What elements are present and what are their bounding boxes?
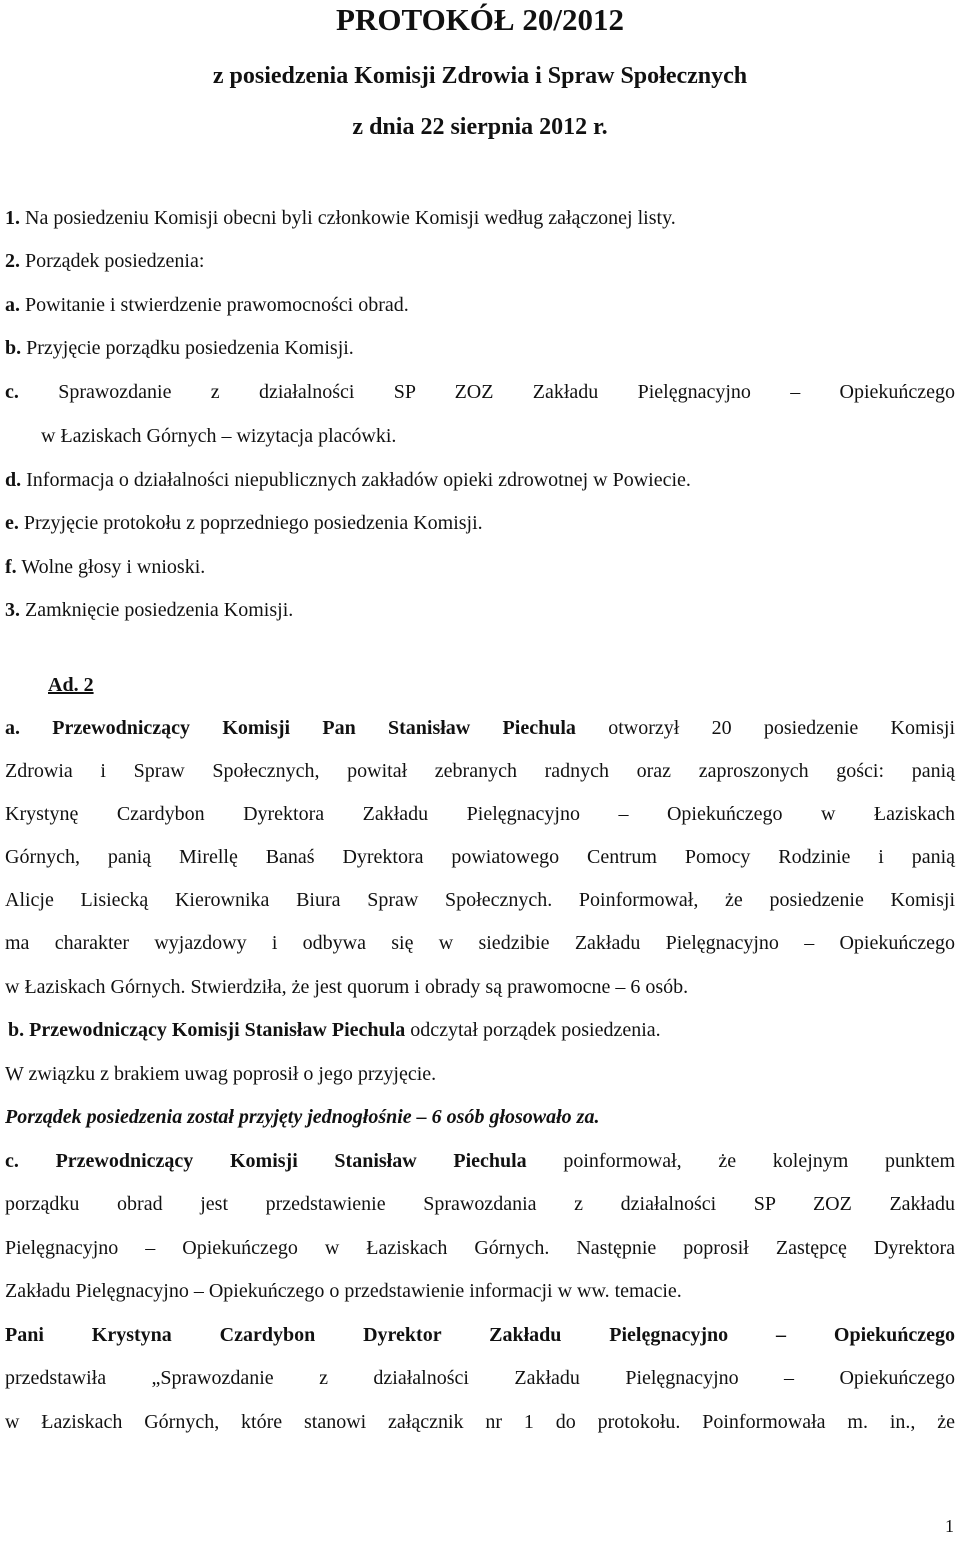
agenda-item-a — [5, 291, 409, 319]
agenda-text: Przyjęcie protokołu z poprzedniego posiedzenia Komisji. — [23, 512, 483, 534]
paragraph-b-line-2: W związku z brakiem uwag poprosił o jego przyjęcie. — [5, 1063, 437, 1085]
list-text: Na posiedzeniu Komisji obecni byli członkowie Komisji według załączonej listy. — [25, 207, 676, 229]
paragraph-text: otworzył 20 posiedzenie Komisji — [608, 717, 956, 739]
paragraph-letter: a. — [5, 717, 20, 739]
speaker-name: Przewodniczący Komisji Stanisław Piechula — [55, 1150, 527, 1172]
paragraph-a-line-1 — [5, 714, 955, 742]
section-heading — [48, 671, 94, 699]
paragraph-text: odczytał porządek posiedzenia. — [410, 1019, 661, 1041]
list-item-1 — [5, 204, 676, 232]
paragraph-d-line-3: w Łaziskach Górnych, które stanowi załącznik nr 1 do protokołu. Poinformowała m. in., że — [5, 1411, 955, 1433]
list-item-3 — [5, 596, 293, 624]
paragraph-d-line-1 — [5, 1321, 955, 1349]
paragraph-c-line-3: Pielęgnacyjno – Opiekuńczego w Łaziskach Górnych. Następnie poprosił Zastępcę Dyrektora — [5, 1237, 955, 1259]
paragraph-d-line-2: przedstawiła „Sprawozdanie z działalności Zakładu Pielęgnacyjno – Opiekuńczego — [5, 1367, 955, 1389]
paragraph-c-line-2: porządku obrad jest przedstawienie Sprawozdania z działalności SP ZOZ Zakładu — [5, 1193, 955, 1215]
paragraph-c-line-4: Zakładu Pielęgnacyjno – Opiekuńczego o przedstawienie informacji w ww. temacie. — [5, 1280, 682, 1302]
agenda-text: Wolne głosy i wnioski. — [21, 556, 206, 578]
agenda-letter: d. — [5, 469, 22, 491]
list-text: Porządek posiedzenia: — [25, 250, 205, 272]
paragraph-a-line-2: Zdrowia i Spraw Społecznych, powitał zebranych radnych oraz zaproszonych gości: panią — [5, 760, 955, 782]
agenda-text: Sprawozdanie z działalności SP ZOZ Zakładu Pielęgnacyjno – Opiekuńczego — [58, 381, 956, 403]
agenda-item-b — [5, 334, 354, 362]
speaker-name: Przewodniczący Komisji Pan Stanisław Piechula — [52, 717, 576, 739]
agenda-letter: c. — [5, 381, 19, 403]
list-number: 3. — [5, 599, 20, 621]
paragraph-a-line-6: ma charakter wyjazdowy i odbywa się w siedzibie Zakładu Pielęgnacyjno – Opiekuńczego — [5, 932, 955, 954]
agenda-item-d — [5, 466, 691, 494]
list-number: 1. — [5, 207, 20, 229]
agenda-letter: b. — [5, 337, 22, 359]
document-date: z dnia 22 sierpnia 2012 r. — [352, 114, 608, 140]
agenda-item-e — [5, 509, 483, 537]
paragraph-c-line-1 — [5, 1147, 955, 1175]
agenda-letter: f. — [5, 556, 17, 578]
paragraph-a-line-7: w Łaziskach Górnych. Stwierdziła, że jest quorum i obrady są prawomocne – 6 osób. — [5, 976, 689, 998]
paragraph-text: poinformował, że kolejnym punktem — [563, 1150, 956, 1172]
paragraph-letter: c. — [5, 1150, 19, 1172]
speaker-name: Przewodniczący Komisji Stanisław Piechula — [29, 1019, 406, 1041]
document-title: PROTOKÓŁ 20/2012 — [336, 2, 624, 37]
section-heading-text: Ad. 2 — [48, 674, 94, 696]
list-number: 2. — [5, 250, 20, 272]
agenda-letter: e. — [5, 512, 19, 534]
vote-result: Porządek posiedzenia został przyjęty jednogłośnie – 6 osób głosowało za. — [5, 1106, 600, 1128]
document-subtitle: z posiedzenia Komisji Zdrowia i Spraw Społecznych — [212, 63, 748, 89]
paragraph-letter: b. — [8, 1019, 25, 1041]
agenda-text: Przyjęcie porządku posiedzenia Komisji. — [26, 337, 354, 359]
speaker-name: Pani Krystyna Czardybon Dyrektor Zakładu Pielęgnacyjno – Opiekuńczego — [5, 1324, 955, 1346]
agenda-letter: a. — [5, 294, 20, 316]
page-number: 1 — [945, 1516, 954, 1536]
agenda-text: Powitanie i stwierdzenie prawomocności obrad. — [25, 294, 409, 316]
agenda-item-c — [5, 378, 955, 406]
list-item-2 — [5, 247, 204, 275]
paragraph-a-line-5: Alicje Lisiecką Kierownika Biura Spraw Społecznych. Poinformował, że posiedzenie Komisji — [5, 889, 955, 911]
agenda-text: Informacja o działalności niepublicznych zakładów opieki zdrowotnej w Powiecie. — [26, 469, 691, 491]
list-text: Zamknięcie posiedzenia Komisji. — [25, 599, 294, 621]
agenda-item-f — [5, 553, 205, 581]
paragraph-b-line-1 — [8, 1016, 661, 1044]
agenda-item-c-continued: w Łaziskach Górnych – wizytacja placówki. — [41, 425, 397, 447]
paragraph-a-line-4: Górnych, panią Mirellę Banaś Dyrektora powiatowego Centrum Pomocy Rodzinie i panią — [5, 846, 955, 868]
paragraph-a-line-3: Krystynę Czardybon Dyrektora Zakładu Pielęgnacyjno – Opiekuńczego w Łaziskach — [5, 803, 955, 825]
